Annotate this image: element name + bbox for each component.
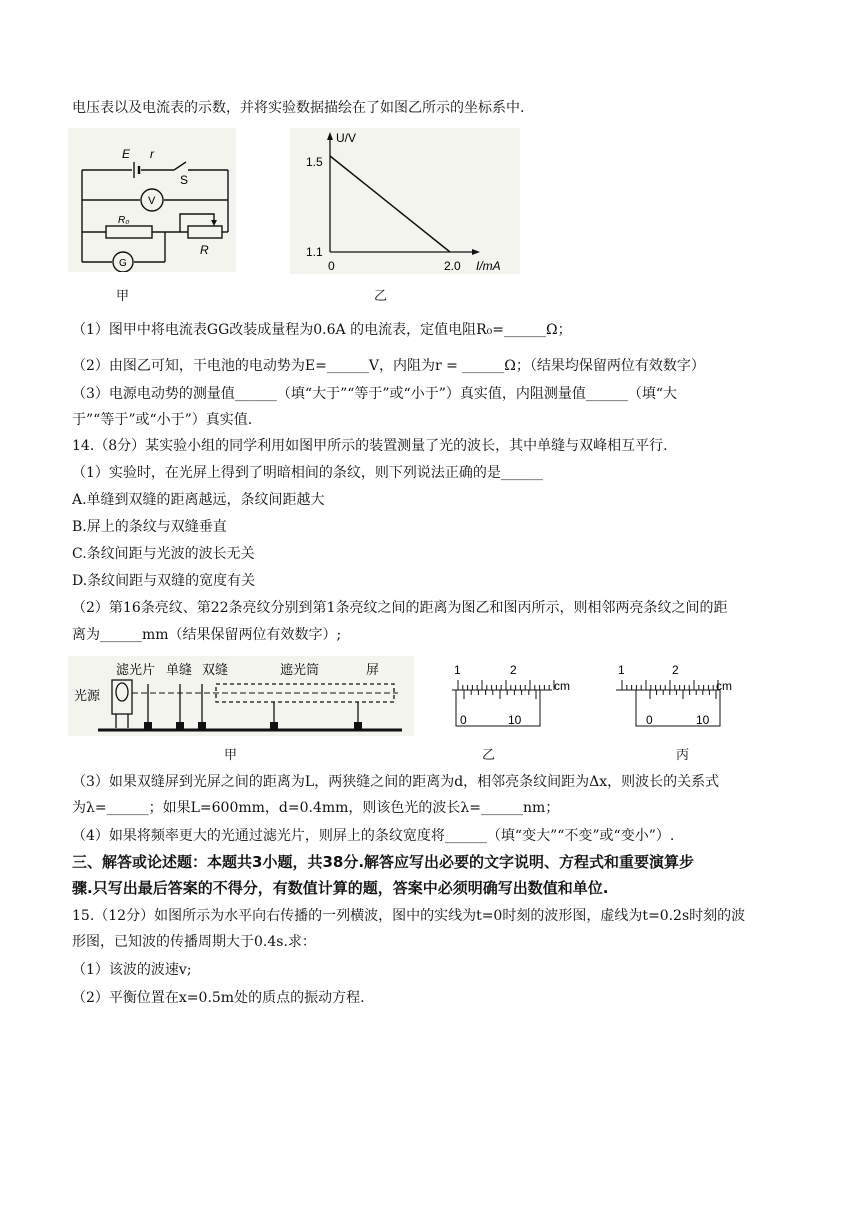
q15-stem-b: 形图，已知波的传播周期大于0.4s.求： [72, 934, 316, 950]
q14-part3b: 为λ=______；如果L=600mm，d=0.4mm，则该色光的波长λ=______nm； [72, 800, 560, 816]
q14-part1: （1）实验时，在光屏上得到了明暗相间的条纹，则下列说法正确的是______ [72, 465, 543, 481]
q14-stem: 14.（8分）某实验小组的同学利用如图甲所示的装置测量了光的波长，其中单缝与双峰相互平行. [72, 438, 668, 454]
label-R0: R₀ [118, 215, 130, 226]
apparatus-caption: 甲 [224, 748, 238, 763]
q13-part3b: 于”“等于”或“小于”）真实值. [72, 412, 253, 428]
vb-main-1: 1 [454, 663, 461, 677]
label-R: R [200, 243, 209, 257]
q15-part1: （1）该波的波速v; [72, 962, 192, 978]
q14-part2a: （2）第16条亮纹、第22条亮纹分别到第1条亮纹之间的距离为图乙和图丙所示，则相邻两亮条纹之间的距 [72, 600, 728, 616]
label-light-source: 光源 [74, 688, 101, 703]
vernier-b-caption: 乙 [482, 748, 496, 763]
x-tick-end: 2.0 [444, 259, 461, 273]
section3-heading-b: 骤.只写出最后答案的不得分，有数值计算的题，答案中必须明确写出数值和单位. [72, 879, 609, 897]
q13-part2: （2）由图乙可知，干电池的电动势为E=______V，内阻为r = ______Ω；（结果均保留两位有效数字） [72, 358, 705, 374]
vc-main-1: 1 [618, 663, 625, 677]
label-V: V [148, 195, 156, 207]
vb-main-2: 2 [510, 663, 517, 677]
q15-stem-a: 15.（12分）如图所示为水平向右传播的一列横波，图中的实线为t=0时刻的波形图，虚线为t=0.2s时刻的波 [72, 908, 746, 924]
graph-caption: 乙 [374, 289, 388, 304]
circuit-caption: 甲 [116, 289, 130, 304]
vernier-c [610, 660, 740, 730]
option-b: B.屏上的条纹与双缝垂直 [72, 519, 227, 535]
circuit-diagram [68, 128, 236, 272]
q15-part2: （2）平衡位置在x=0.5m处的质点的振动方程. [72, 990, 365, 1006]
vb-vern-10: 10 [508, 713, 522, 727]
apparatus-diagram [68, 656, 414, 736]
section3-heading-a: 三、解答或论述题：本题共3小题，共38分.解答应写出必要的文字说明、方程式和重要演算步 [72, 853, 695, 871]
vernier-c-caption: 丙 [676, 748, 690, 763]
label-double-slit: 双缝 [202, 662, 229, 677]
xlabel: I/mA [476, 259, 501, 273]
label-E: E [122, 147, 131, 161]
q14-part2b: 离为______mm（结果保留两位有效数字）; [72, 627, 342, 643]
option-d: D.条纹间距与双缝的宽度有关 [72, 573, 256, 589]
ylabel: U/V [336, 131, 357, 145]
label-screen: 屏 [366, 662, 380, 677]
ui-graph [290, 128, 520, 274]
q13-part3a: （3）电源电动势的测量值______（填“大于”“等于”或“小于”）真实值，内阻测量值______（填“大 [72, 386, 678, 402]
q13-part1: （1）图甲中将电流表GG改装成量程为0.6A 的电流表，定值电阻R₀=______Ω； [72, 322, 572, 338]
intro-line: 电压表以及电流表的示数，并将实验数据描绘在了如图乙所示的坐标系中. [72, 100, 525, 116]
label-r: r [150, 147, 154, 161]
vc-vern-0: 0 [646, 713, 653, 727]
label-G: G [119, 258, 127, 269]
option-c: C.条纹间距与光波的波长无关 [72, 546, 255, 562]
y-tick-bottom: 1.1 [306, 245, 323, 259]
label-filter: 滤光片 [116, 662, 156, 677]
q14-part4: （4）如果将频率更大的光通过滤光片，则屏上的条纹宽度将______（填“变大”“不变”或“变小”）. [72, 828, 675, 844]
x-tick-origin: 0 [328, 259, 335, 273]
vc-main-2: 2 [672, 663, 679, 677]
label-single-slit: 单缝 [166, 662, 193, 677]
vb-unit: cm [554, 679, 570, 693]
vernier-b [446, 660, 576, 730]
label-S: S [180, 173, 189, 187]
vb-vern-0: 0 [460, 713, 467, 727]
y-tick-top: 1.5 [306, 155, 323, 169]
label-tube: 遮光筒 [280, 662, 320, 677]
option-a: A.单缝到双缝的距离越远，条纹间距越大 [72, 492, 325, 508]
q14-part3a: （3）如果双缝屏到光屏之间的距离为L，两狭缝之间的距离为d，相邻亮条纹间距为Δx，则波长的关系式 [72, 774, 720, 790]
vc-vern-10: 10 [696, 713, 710, 727]
vc-unit: cm [716, 679, 732, 693]
